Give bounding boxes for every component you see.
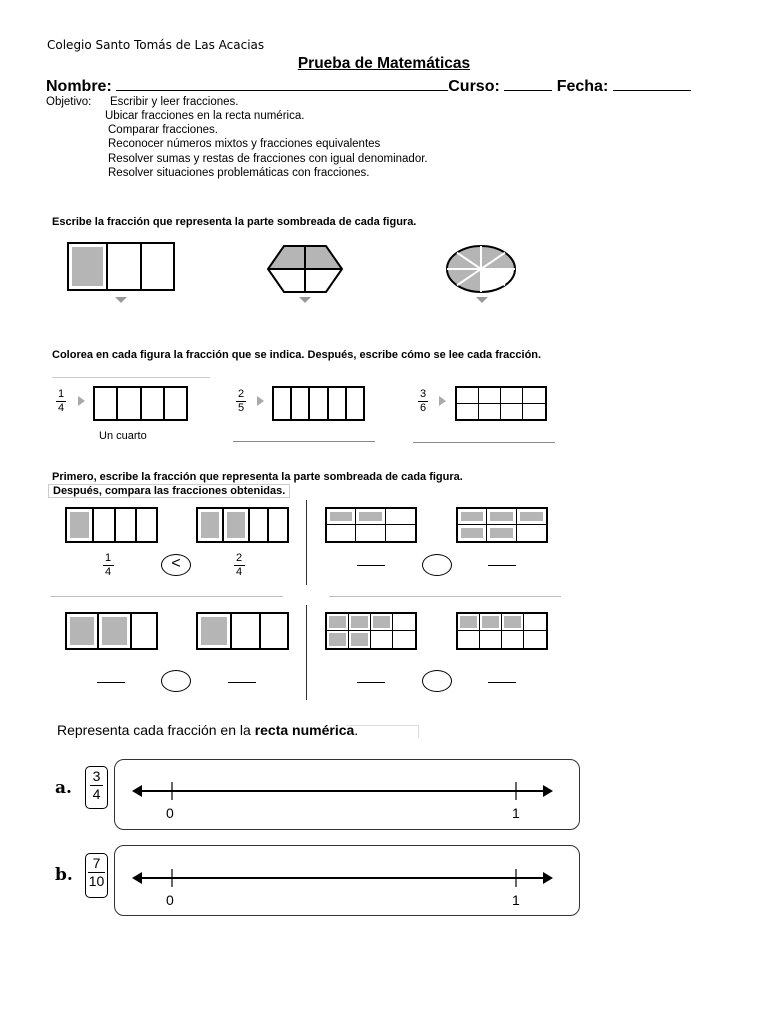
denominator: 5 (237, 402, 245, 414)
numerator: 2 (237, 388, 245, 400)
numerator: 3 (419, 388, 427, 400)
objective-item: Escribir y leer fracciones. (110, 96, 239, 108)
instruction-bold: recta numérica (254, 722, 355, 738)
instruction-end: . (354, 722, 359, 738)
objective-label: Objetivo: (46, 96, 92, 108)
fraction-answer-line[interactable] (357, 682, 385, 683)
numerator: 1 (104, 552, 112, 564)
tick-label-one: 1 (512, 805, 520, 821)
arrow-right-icon (439, 396, 446, 406)
denominator: 4 (104, 566, 112, 578)
section2-instruction: Colorea en cada figura la fracción que se indica. Después, escribe cómo se lee cada fracción. (52, 349, 542, 361)
objective-item: Resolver situaciones problemáticas con fracciones. (108, 167, 370, 179)
arrow-right-icon (543, 785, 553, 797)
grid-sixths-1 (325, 507, 417, 543)
comparison-circle[interactable]: < (161, 554, 191, 576)
numerator: 1 (57, 388, 65, 400)
hexagon-shaded-left (268, 246, 304, 269)
comparison-circle[interactable] (161, 670, 191, 692)
section1-instruction: Escribe la fracción que representa la parte sombreada de cada figura. (52, 216, 417, 228)
grid-sixths-2 (456, 507, 548, 543)
rectangle-fourths[interactable] (93, 386, 188, 421)
section3-instruction-2: Después, compara las fracciones obtenidas. (48, 484, 290, 498)
answer-arrow-icon (299, 297, 311, 303)
fraction-answer-line[interactable] (228, 682, 256, 683)
rect-thirds-2 (196, 612, 289, 650)
fraction-answer (100, 552, 116, 579)
tick-label-one: 1 (512, 892, 520, 908)
grid-eighths-2 (456, 612, 548, 650)
objective-item: Resolver sumas y restas de fracciones con igual denominador. (108, 153, 428, 165)
fraction-answer-line[interactable] (488, 565, 516, 566)
rect-fourths-1 (65, 507, 158, 543)
denominator: 10 (88, 873, 105, 889)
numerator: 2 (235, 552, 243, 564)
item-letter: b. (55, 865, 73, 885)
divider (306, 605, 307, 700)
curso-label: Curso: (448, 78, 500, 95)
rectangle-figure-thirds (67, 242, 175, 291)
fraction-answer (231, 552, 247, 579)
hexagon-figure (266, 244, 344, 294)
arrow-right-icon (257, 396, 264, 406)
rect-thirds-1 (65, 612, 158, 650)
student-info-line (46, 76, 691, 96)
fraction-label (415, 388, 431, 415)
arrow-left-icon (132, 785, 142, 797)
fraction-answer-line[interactable] (488, 682, 516, 683)
answer-arrow-icon (476, 297, 488, 303)
rect-fourths-2 (196, 507, 289, 543)
instruction-text: Representa cada fracción en la (57, 722, 255, 738)
nombre-field[interactable] (116, 76, 448, 91)
school-name: Colegio Santo Tomás de Las Acacias (47, 38, 265, 52)
fraction-answer-line[interactable] (357, 565, 385, 566)
tick-label-zero: 0 (166, 892, 174, 908)
fecha-label: Fecha: (556, 78, 609, 95)
arrow-right-icon (543, 872, 553, 884)
fecha-field[interactable] (613, 76, 691, 91)
arrow-left-icon (132, 872, 142, 884)
denominator: 4 (57, 402, 65, 414)
comparison-circle[interactable] (422, 670, 452, 692)
divider (306, 500, 307, 585)
denominator: 4 (235, 566, 243, 578)
numerator: 3 (92, 768, 101, 784)
fraction-box (85, 766, 108, 809)
item-letter: a. (55, 778, 72, 798)
grid-figure-eighths[interactable] (455, 386, 547, 421)
denominator: 4 (92, 786, 101, 802)
reading-answer-line[interactable] (413, 442, 555, 443)
shaded-part (72, 247, 103, 286)
divider (329, 596, 561, 597)
objective-item: Comparar fracciones. (108, 124, 218, 136)
denominator: 6 (419, 402, 427, 414)
comparison-circle[interactable] (422, 554, 452, 576)
reading-answer-line[interactable] (233, 441, 375, 442)
hexagon-shaded-right (306, 246, 342, 269)
fraction-reading: Un cuarto (99, 430, 147, 442)
arrow-right-icon (78, 396, 85, 406)
tick-label-zero: 0 (166, 805, 174, 821)
divider (51, 596, 283, 597)
fraction-answer-line[interactable] (97, 682, 125, 683)
objective-item: Reconocer números mixtos y fracciones equivalentes (108, 138, 381, 150)
fraction-box (85, 853, 108, 898)
circle-figure-eighths (446, 244, 518, 294)
nombre-label: Nombre: (46, 78, 112, 95)
page-title: Prueba de Matemáticas (297, 55, 471, 72)
number-line[interactable] (130, 780, 555, 802)
curso-field[interactable] (504, 76, 552, 91)
objective-item: Ubicar fracciones en la recta numérica. (105, 110, 305, 122)
number-line[interactable] (130, 867, 555, 889)
grid-eighths-1 (325, 612, 417, 650)
fraction-label (233, 388, 249, 415)
answer-arrow-icon (115, 297, 127, 303)
section3-instruction: Primero, escribe la fracción que representa la parte sombreada de cada figura. (52, 471, 463, 483)
rectangle-fifths[interactable] (272, 386, 365, 421)
fraction-label (53, 388, 69, 415)
numerator: 7 (92, 855, 101, 871)
section4-instruction (57, 722, 358, 738)
